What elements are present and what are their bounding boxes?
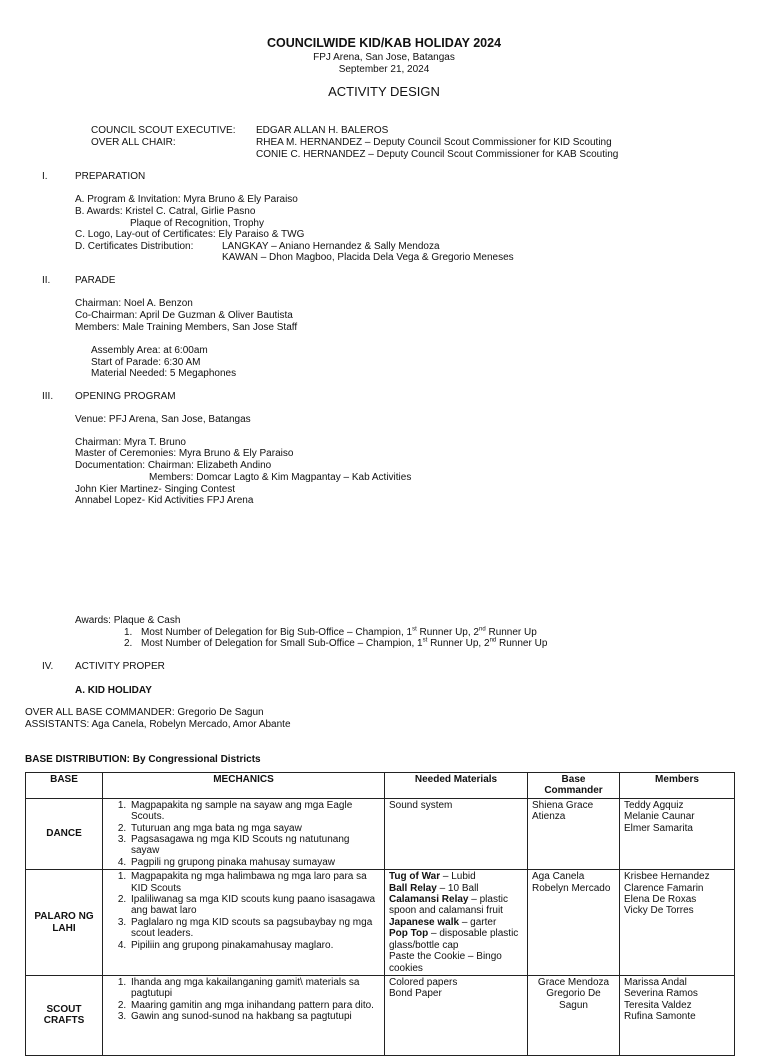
event-venue: FPJ Arena, San Jose, Batangas — [313, 52, 455, 63]
official-role: OVER ALL CHAIR: — [91, 137, 176, 148]
mechanic-item: 1. Ihanda ang mga kakailanganing gamit\ materials sa pagtutupi — [129, 977, 380, 1000]
award-item: Most Number of Delegation for Big Sub-Office – Champion, 1st Runner Up, 2nd Runner Up — [141, 626, 537, 638]
mechanic-item: 3. Gawin ang sunod-sunod na hakbang sa pagtutupi — [129, 1011, 380, 1022]
mechanic-item: 3. Pagsasagawa ng mga KID Scouts ng natutunang sayaw — [129, 834, 380, 857]
material-item: Calamansi Relay – plastic spoon and calamansi fruit — [389, 894, 508, 917]
preparation-item: Plaque of Recognition, Trophy — [130, 218, 264, 229]
member-name: Teddy Agquiz — [624, 799, 684, 811]
mechanic-item: 4. Pipiliin ang grupong pinakamahusay maglaro. — [129, 940, 380, 951]
material-item: Bond Paper — [389, 988, 442, 1000]
materials-cell — [385, 798, 528, 869]
material-item: Ball Relay – 10 Ball — [389, 882, 479, 894]
document-title: COUNCILWIDE KID/KAB HOLIDAY 2024 — [266, 36, 502, 50]
preparation-item: C. Logo, Lay-out of Certificates: Ely Paraiso & TWG — [75, 229, 305, 240]
material-item: Colored papers — [389, 976, 458, 988]
column-header: Members — [620, 773, 735, 799]
mechanics-cell — [103, 798, 385, 869]
table-row — [26, 870, 735, 976]
material-item: Pop Top – disposable plastic glass/bottle cap — [389, 928, 519, 951]
preparation-item: A. Program & Invitation: Myra Bruno & Ely Paraiso — [75, 194, 298, 205]
opening-line: Master of Ceremonies: Myra Bruno & Ely Paraiso — [75, 448, 294, 459]
event-date: September 21, 2024 — [338, 64, 430, 75]
assistants: ASSISTANTS: Aga Canela, Robelyn Mercado, Amor Abante — [25, 719, 291, 730]
column-header: Base Commander — [528, 773, 620, 799]
mechanics-cell — [103, 975, 385, 1055]
subsection-kid-holiday: A. KID HOLIDAY — [75, 685, 152, 696]
official-role: COUNCIL SCOUT EXECUTIVE: — [91, 125, 236, 136]
preparation-item: B. Awards: Kristel C. Catral, Girlie Pasno — [75, 206, 256, 217]
table-row — [26, 798, 735, 869]
mechanic-item: 1. Magpapakita ng sample na sayaw ang mga Eagle Scouts. — [129, 800, 380, 823]
member-name: Teresita Valdez — [624, 999, 692, 1011]
mechanic-item: 2. Maaring gamitin ang mga inihandang pattern para dito. — [129, 1000, 380, 1011]
column-header: Needed Materials — [385, 773, 528, 799]
mechanics-cell — [103, 870, 385, 976]
table-header-row — [26, 773, 735, 799]
base-commander-cell: Grace Mendoza Gregorio De Sagun — [528, 975, 620, 1055]
member-name: Krisbee Hernandez — [624, 871, 710, 883]
material-item: Sound system — [389, 799, 453, 811]
material-item: Paste the Cookie – Bingo cookies — [389, 951, 502, 974]
opening-line: Members: Domcar Lagto & Kim Magpantay – Kab Activities — [149, 472, 412, 483]
members-cell — [620, 975, 735, 1055]
members-cell — [620, 870, 735, 976]
award-number: 2. — [124, 638, 133, 649]
base-name: DANCE — [26, 798, 103, 869]
member-name: Elmer Samarita — [624, 822, 693, 834]
opening-line: Annabel Lopez- Kid Activities FPJ Arena — [75, 495, 254, 506]
mechanic-item: 1. Magpapakita ng mga halimbawa ng mga laro para sa KID Scouts — [129, 871, 380, 894]
parade-detail: Material Needed: 5 Megaphones — [91, 368, 237, 379]
section-number: II. — [42, 275, 51, 286]
parade-detail: Assembly Area: at 6:00am — [91, 345, 208, 356]
official-name: CONIE C. HERNANDEZ – Deputy Council Scout Commissioner for KAB Scouting — [256, 149, 619, 160]
table-row — [26, 975, 735, 1055]
awards-title: Awards: Plaque & Cash — [75, 615, 181, 626]
base-distribution-heading: BASE DISTRIBUTION: By Congressional Districts — [25, 754, 261, 765]
member-name: Severina Ramos — [624, 988, 698, 1000]
material-item: Tug of War – Lubid — [389, 871, 476, 883]
materials-cell — [385, 975, 528, 1055]
activity-design-heading: ACTIVITY DESIGN — [328, 84, 440, 99]
section-title-parade: PARADE — [75, 275, 116, 286]
member-name: Vicky De Torres — [624, 905, 694, 917]
mechanic-item: 2. Ipaliliwanag sa mga KID scouts kung paano isasagawa ang bawat laro — [129, 894, 380, 917]
base-name: PALARO NG LAHI — [26, 870, 103, 976]
base-distribution-table — [25, 772, 735, 1056]
parade-line: Chairman: Noel A. Benzon — [75, 298, 193, 309]
section-title-preparation: PREPARATION — [75, 171, 146, 182]
column-header: BASE — [26, 773, 103, 799]
member-name: Marissa Andal — [624, 976, 687, 988]
section-number: IV. — [42, 661, 54, 672]
member-name: Clarence Famarin — [624, 882, 704, 894]
column-header: MECHANICS — [103, 773, 385, 799]
preparation-item: D. Certificates Distribution: — [75, 241, 194, 252]
base-commander-cell: Shiena Grace Atienza — [528, 798, 620, 869]
opening-line: Chairman: Myra T. Bruno — [75, 437, 186, 448]
section-number: III. — [42, 391, 54, 402]
member-name: Rufina Samonte — [624, 1011, 696, 1023]
section-title-opening: OPENING PROGRAM — [75, 391, 176, 402]
overall-base-commander: OVER ALL BASE COMMANDER: Gregorio De Sagun — [25, 707, 264, 718]
base-commander-cell: Aga Canela Robelyn Mercado — [528, 870, 620, 976]
section-number: I. — [42, 171, 48, 182]
section-title-activity: ACTIVITY PROPER — [75, 661, 165, 672]
preparation-item: LANGKAY – Aniano Hernandez & Sally Mendoza — [222, 241, 440, 252]
parade-detail: Start of Parade: 6:30 AM — [91, 357, 201, 368]
member-name: Elena De Roxas — [624, 894, 697, 906]
member-name: Melanie Caunar — [624, 811, 695, 823]
mechanic-item: 4. Pagpili ng grupong pinaka mahusay sumayaw — [129, 857, 380, 868]
opening-line: Documentation: Chairman: Elizabeth Andino — [75, 460, 272, 471]
award-item: Most Number of Delegation for Small Sub-Office – Champion, 1st Runner Up, 2nd Runner Up — [141, 637, 548, 649]
members-cell — [620, 798, 735, 869]
opening-venue: Venue: PFJ Arena, San Jose, Batangas — [75, 414, 251, 425]
official-name: RHEA M. HERNANDEZ – Deputy Council Scout Commissioner for KID Scouting — [256, 137, 612, 148]
award-number: 1. — [124, 627, 133, 638]
materials-cell — [385, 870, 528, 976]
base-name: SCOUT CRAFTS — [26, 975, 103, 1055]
material-item: Japanese walk – garter — [389, 916, 497, 928]
preparation-item: KAWAN – Dhon Magboo, Placida Dela Vega & Gregorio Meneses — [222, 252, 514, 263]
parade-line: Co-Chairman: April De Guzman & Oliver Bautista — [75, 310, 293, 321]
parade-line: Members: Male Training Members, San Jose Staff — [75, 322, 298, 333]
mechanic-item: 3. Paglalaro ng mga KID scouts sa pagsubaybay ng mga scout leaders. — [129, 917, 380, 940]
mechanic-item: 2. Tuturuan ang mga bata ng mga sayaw — [129, 823, 380, 834]
opening-line: John Kier Martinez- Singing Contest — [75, 484, 236, 495]
official-name: EDGAR ALLAN H. BALEROS — [256, 125, 389, 136]
